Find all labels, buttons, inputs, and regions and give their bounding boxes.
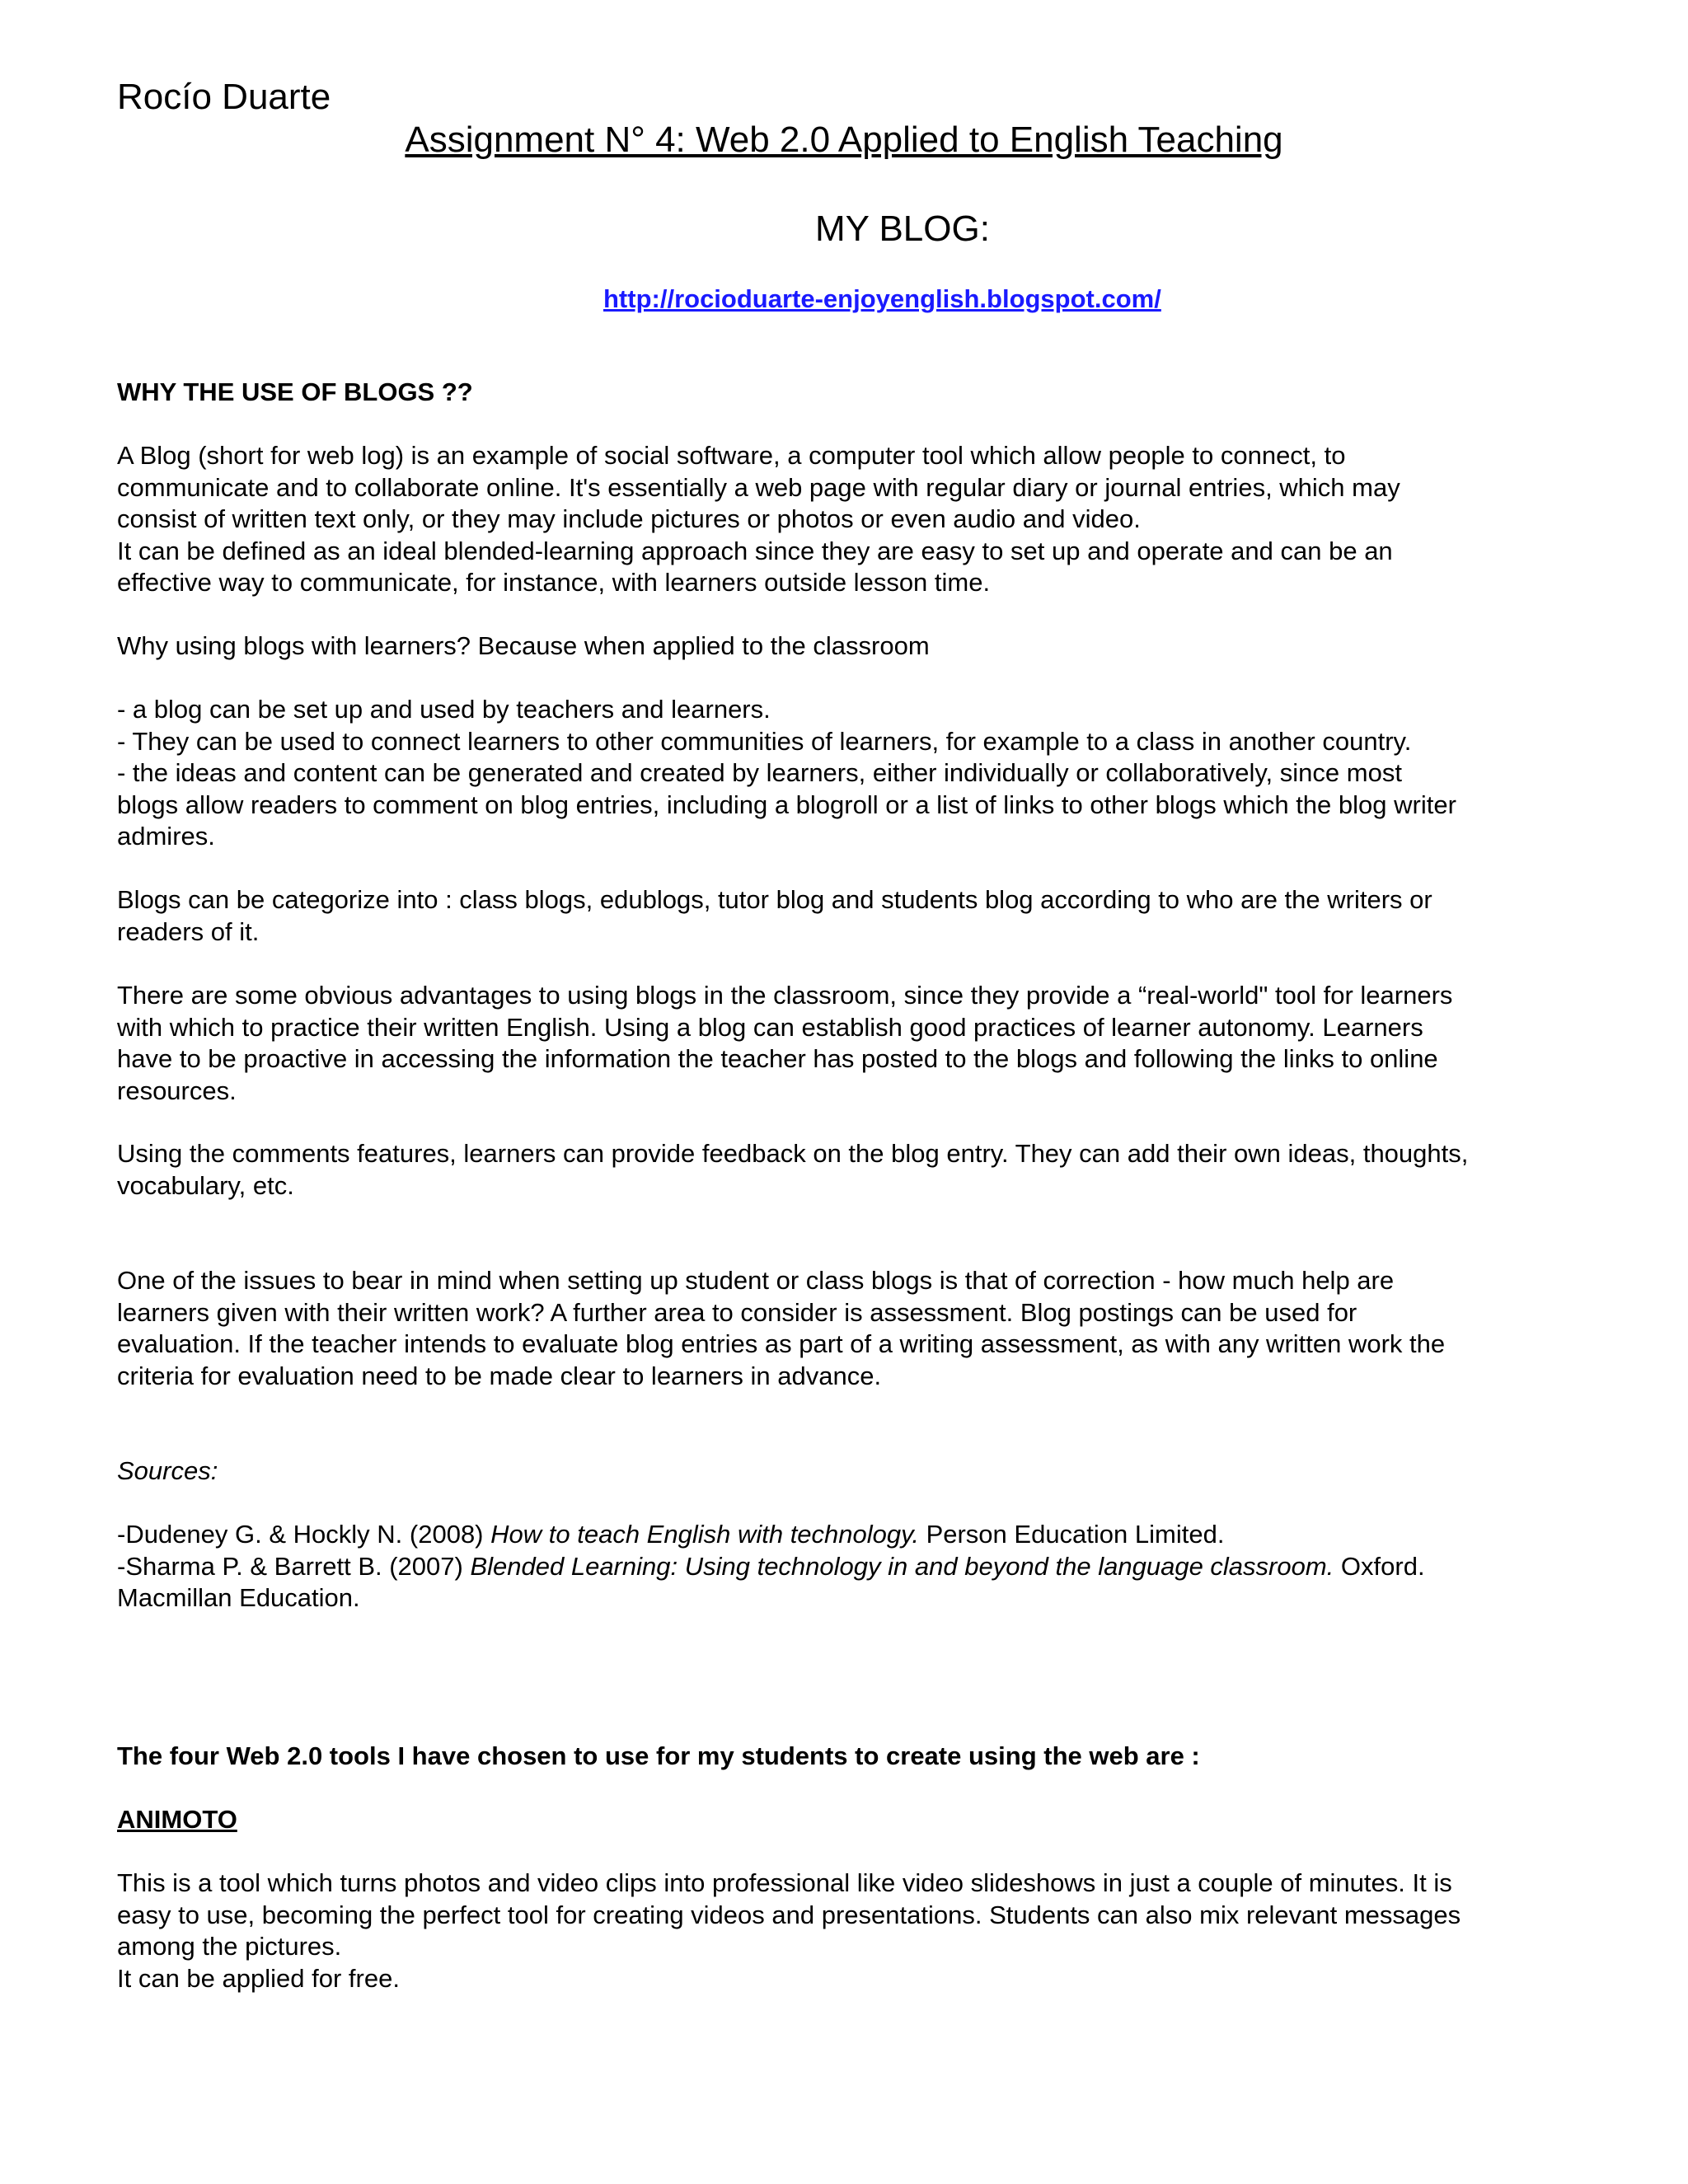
sources-heading: Sources: — [117, 1456, 218, 1485]
blog-heading: MY BLOG: — [815, 209, 990, 249]
sources-list — [117, 1519, 1584, 1615]
text-line: communicate and to collaborate online. It's essentially a web page with regular diary or journal entries, which may — [117, 472, 1400, 502]
reference-publisher: Oxford. — [1334, 1551, 1425, 1581]
text-line: readers of it. — [117, 916, 260, 946]
list-item: - the ideas and content can be generated and created by learners, either individually or collaboratively, since most — [117, 758, 1402, 787]
tool-animoto-heading-block — [117, 1804, 1584, 1836]
reference-title: How to teach English with technology. — [490, 1520, 919, 1549]
blog-url-link[interactable]: http://rocioduarte-enjoyenglish.blogspot.com/ — [603, 284, 1161, 313]
reference-title: Blended Learning: Using technology in and beyond the language classroom. — [470, 1551, 1334, 1581]
text-line: One of the issues to bear in mind when setting up student or class blogs is that of correction - how much help are — [117, 1266, 1395, 1295]
paragraph-comments-features — [117, 1138, 1584, 1202]
list-item: - a blog can be set up and used by teachers and learners. — [117, 695, 771, 724]
list-item-continuation: blogs allow readers to comment on blog entries, including a blogroll or a list of links to other blogs which the blog writer — [117, 790, 1456, 819]
tool-name-animoto: ANIMOTO — [117, 1805, 237, 1834]
text-line: learners given with their written work? A further area to consider is assessment. Blog postings can be used for — [117, 1297, 1357, 1327]
section-heading-why-blogs: WHY THE USE OF BLOGS ?? — [117, 377, 473, 406]
tools-intro-heading: The four Web 2.0 tools I have chosen to use for my students to create using the web are : — [117, 1741, 1200, 1770]
text-line: A Blog (short for web log) is an example of social software, a computer tool which allow people to connect, to — [117, 441, 1346, 470]
text-line: It can be applied for free. — [117, 1963, 400, 1993]
text-line: vocabulary, etc. — [117, 1170, 294, 1200]
paragraph-blog-definition — [117, 440, 1584, 599]
text-line: Why using blogs with learners? Because when applied to the classroom — [117, 631, 930, 660]
bullet-list-blog-uses — [117, 694, 1584, 853]
text-line: effective way to communicate, for instance, with learners outside lesson time. — [117, 568, 991, 597]
list-item: - They can be used to connect learners to other communities of learners, for example to a class in another country. — [117, 726, 1412, 756]
author-name: Rocío Duarte — [117, 77, 331, 117]
text-line: criteria for evaluation need to be made clear to learners in advance. — [117, 1361, 882, 1390]
paragraph-advantages — [117, 980, 1584, 1107]
paragraph-issues-correction — [117, 1265, 1584, 1392]
reference-authors: -Dudeney G. & Hockly N. (2008) — [117, 1520, 491, 1549]
text-line: among the pictures. — [117, 1932, 342, 1961]
text-line: Using the comments features, learners can provide feedback on the blog entry. They can add their own ideas, thoughts, — [117, 1139, 1469, 1168]
sources-heading-block — [117, 1455, 1584, 1488]
text-line: have to be proactive in accessing the information the teacher has posted to the blogs and following the links to online — [117, 1044, 1438, 1073]
reference-continuation: Macmillan Education. — [117, 1583, 360, 1612]
reference-authors: -Sharma P. & Barrett B. (2007) — [117, 1551, 471, 1581]
reference-publisher: Person Education Limited. — [918, 1520, 1225, 1549]
text-line: consist of written text only, or they may include pictures or photos or even audio and video. — [117, 504, 1141, 533]
reference-item — [117, 1551, 1584, 1583]
text-line: with which to practice their written English. Using a blog can establish good practices of learner autonomy. Learners — [117, 1012, 1423, 1042]
text-line: This is a tool which turns photos and video clips into professional like video slideshows in just a couple of minutes. It is — [117, 1868, 1452, 1897]
assignment-title: Assignment N° 4: Web 2.0 Applied to English Teaching — [405, 120, 1283, 160]
text-line: resources. — [117, 1076, 237, 1105]
tool-animoto-description — [117, 1868, 1584, 1994]
text-line: easy to use, becoming the perfect tool for creating videos and presentations. Students can also mix relevant messages — [117, 1900, 1461, 1929]
tools-intro-block — [117, 1741, 1584, 1773]
paragraph-blog-categories — [117, 884, 1584, 948]
text-line: Blogs can be categorize into : class blogs, edublogs, tutor blog and students blog according to who are the writers or — [117, 885, 1432, 914]
text-line: There are some obvious advantages to using blogs in the classroom, since they provide a “real-world" tool for learners — [117, 981, 1453, 1010]
reference-item — [117, 1519, 1584, 1551]
text-line: It can be defined as an ideal blended-learning approach since they are easy to set up and operate and can be an — [117, 536, 1393, 565]
text-line: evaluation. If the teacher intends to evaluate blog entries as part of a writing assessment, as with any written work the — [117, 1329, 1446, 1358]
list-item-continuation: admires. — [117, 822, 215, 851]
paragraph-why-using-blogs — [117, 630, 1584, 663]
section-why-blogs — [117, 377, 1584, 409]
